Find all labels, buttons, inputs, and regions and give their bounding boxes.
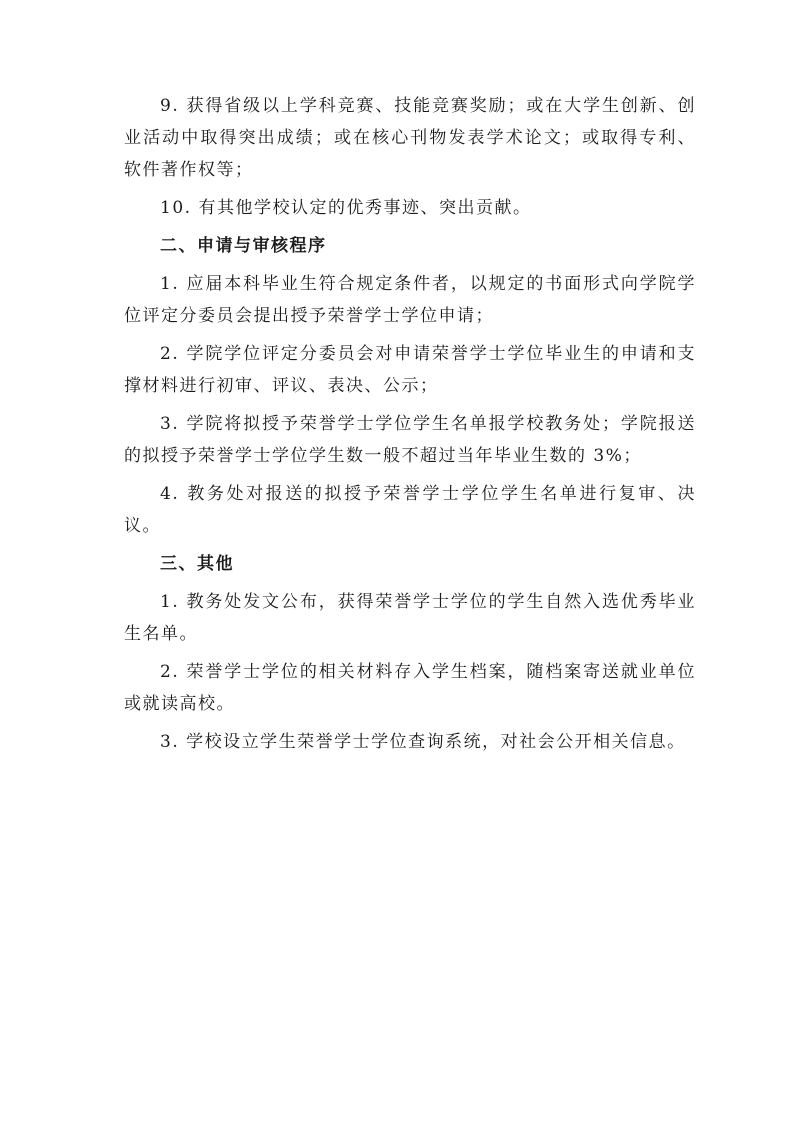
criteria-item-10: 10. 有其他学校认定的优秀事迹、突出贡献。	[160, 198, 532, 218]
criteria-item-9: 9. 获得省级以上学科竞赛、技能竞赛奖励；或在大学生创新、创业活动中取得突出成绩；或在核心刊物发表学术论文；或取得专利、软件著作权等；	[124, 96, 696, 180]
other-item-3: 3. 学校设立学生荣誉学士学位查询系统，对社会公开相关信息。	[160, 732, 686, 752]
procedure-item-3: 3. 学院将拟授予荣誉学士学位学生名单报学校教务处；学院报送的拟授予荣誉学士学位学生数一般不超过当年毕业生数的 3%；	[124, 414, 696, 466]
procedure-item-4: 4. 教务处对报送的拟授予荣誉学士学位学生名单进行复审、决议。	[124, 484, 696, 536]
other-item-1: 1. 教务处发文公布，获得荣誉学士学位的学生自然入选优秀毕业生名单。	[124, 592, 696, 644]
procedure-item-2: 2. 学院学位评定分委员会对申请荣誉学士学位毕业生的申请和支撑材料进行初审、评议、表决、公示；	[124, 344, 696, 396]
section-heading-other: 三、其他	[160, 554, 234, 574]
document-body	[124, 90, 696, 764]
section-heading-procedure: 二、申请与审核程序	[160, 236, 327, 256]
procedure-item-1: 1. 应届本科毕业生符合规定条件者，以规定的书面形式向学院学位评定分委员会提出授予荣誉学士学位申请；	[124, 274, 696, 326]
other-item-2: 2. 荣誉学士学位的相关材料存入学生档案，随档案寄送就业单位或就读高校。	[124, 662, 696, 714]
